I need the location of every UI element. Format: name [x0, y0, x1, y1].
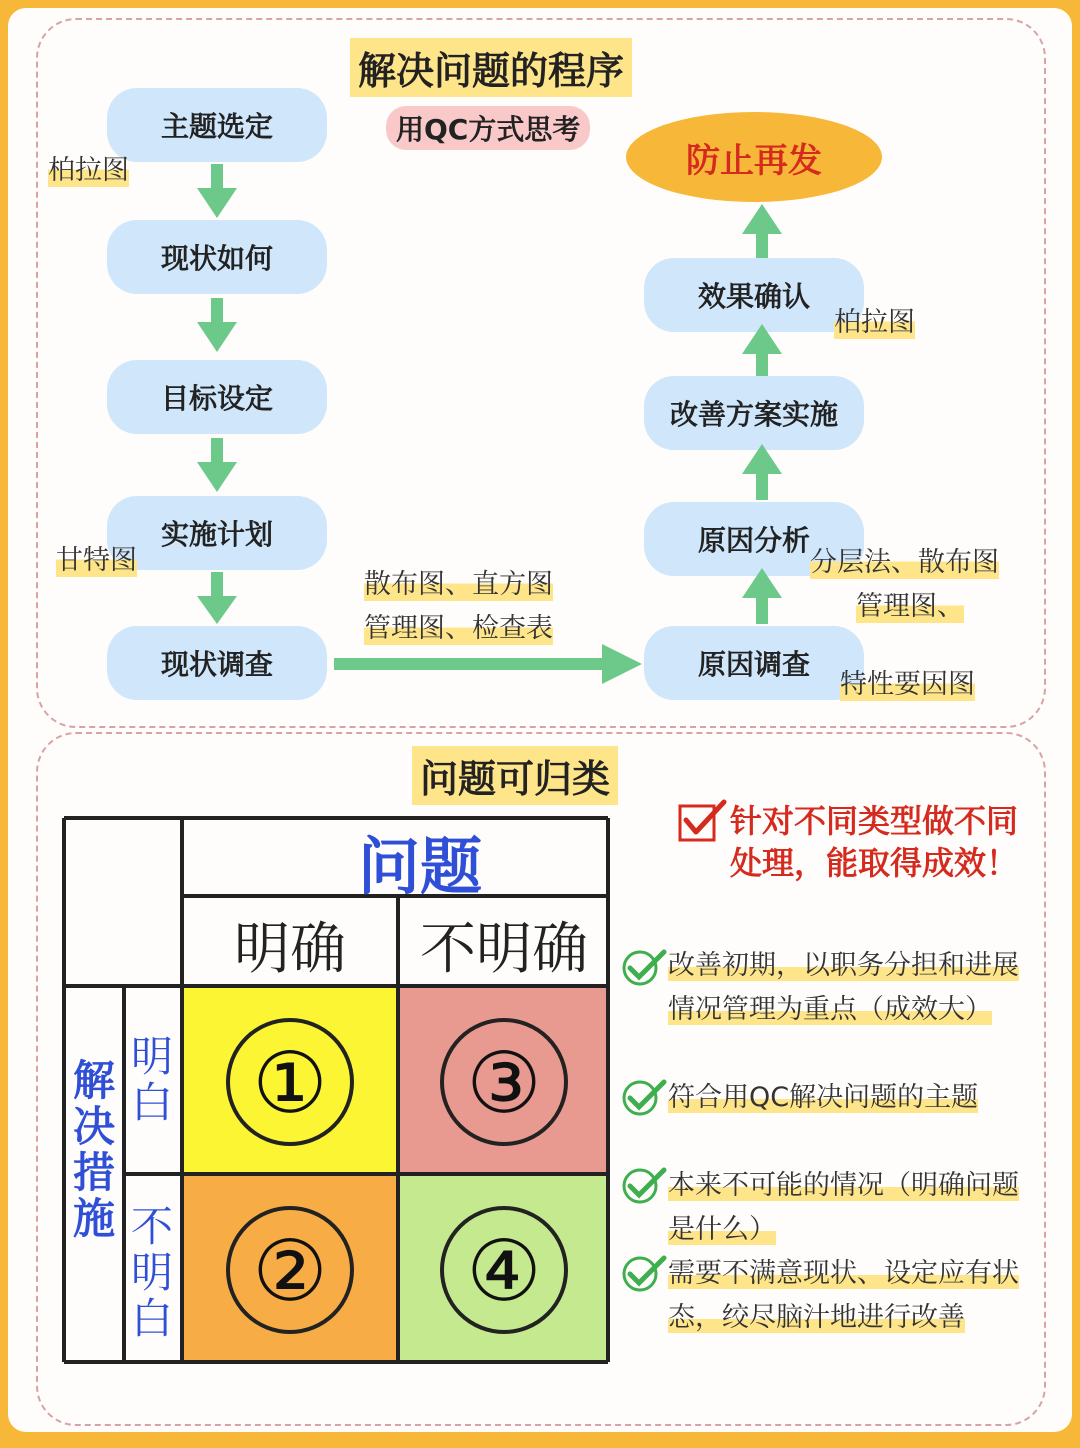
step-cause-survey: 原因调查	[644, 626, 864, 700]
arrow-up-4-shaft	[756, 232, 768, 258]
arrow-up-4-head	[742, 204, 782, 234]
step-improvement-implementation: 改善方案实施	[644, 376, 864, 450]
arrow-down-2	[211, 298, 223, 324]
matrix-row-unclear: 不明白	[130, 1202, 173, 1343]
infographic	[8, 8, 1072, 1432]
check-icon-4	[620, 1252, 670, 1294]
classification-title: 问题可归类	[412, 746, 618, 805]
arrow-down-2-head	[197, 322, 237, 352]
cell-1-label: ①	[252, 1034, 328, 1132]
matrix-problem-header: 问题	[357, 830, 483, 903]
step-effect-confirmation: 效果确认	[644, 258, 864, 332]
check-icon-1	[620, 946, 670, 988]
step-target-setting: 目标设定	[107, 360, 327, 434]
arrow-down-3	[211, 438, 223, 464]
key-point-text: 针对不同类型做不同处理，能取得成效！	[730, 802, 1019, 882]
arrow-right	[334, 658, 604, 670]
arrow-down-4	[211, 572, 223, 598]
note-4-text: 需要不满意现状、设定应有状态，绞尽脑汁地进行改善	[668, 1258, 1019, 1333]
matrix-row-header: 解决措施	[72, 1056, 115, 1243]
arrow-down-3-head	[197, 462, 237, 492]
step-implementation-plan: 实施计划	[107, 496, 327, 570]
arrow-down-1	[211, 164, 223, 190]
arrow-up-1-head	[742, 568, 782, 598]
step-current-state: 现状如何	[107, 220, 327, 294]
procedure-subtitle: 用QC方式思考	[386, 106, 590, 150]
tool-pareto-right: 柏拉图	[834, 300, 915, 339]
tool-fishbone: 特性要因图	[840, 662, 975, 701]
arrow-down-4-head	[197, 596, 237, 624]
step-current-survey: 现状调查	[107, 626, 327, 700]
note-1-text: 改善初期，以职务分担和进展情况管理为重点（成效大）	[668, 950, 1019, 1025]
arrow-up-1	[756, 596, 768, 624]
cell-2-label: ②	[252, 1222, 328, 1320]
note-2-text: 符合用QC解决问题的主题	[668, 1082, 979, 1113]
tool-gantt: 甘特图	[56, 538, 137, 577]
matrix-row-clear: 明白	[130, 1032, 173, 1127]
check-icon-3	[620, 1164, 670, 1206]
matrix-col-clear: 明确	[234, 917, 346, 982]
note-3	[668, 1164, 1028, 1252]
note-2	[668, 1076, 1028, 1120]
checkbox-icon	[676, 798, 730, 846]
tool-survey-line2: 管理图、检查表	[364, 606, 553, 645]
step-cause-analysis: 原因分析	[644, 502, 864, 576]
arrow-up-2-head	[742, 444, 782, 474]
note-3-text: 本来不可能的情况（明确问题是什么）	[668, 1170, 1019, 1245]
tool-pareto-left: 柏拉图	[48, 148, 129, 187]
note-1	[668, 944, 1028, 1032]
cell-4-label: ④	[466, 1222, 542, 1320]
tool-survey-line1: 散布图、直方图	[364, 562, 553, 601]
arrow-up-3-head	[742, 324, 782, 354]
note-4	[668, 1252, 1028, 1340]
tool-analysis-line2: 管理图、	[856, 584, 964, 623]
arrow-down-1-head	[197, 188, 237, 218]
procedure-title: 解决问题的程序	[350, 38, 632, 97]
arrow-up-2	[756, 472, 768, 500]
arrow-right-head	[602, 644, 642, 684]
arrow-up-4	[756, 352, 768, 376]
check-icon-2	[620, 1076, 670, 1118]
step-theme-selection: 主题选定	[107, 88, 327, 162]
goal-ellipse: 防止再发	[626, 112, 882, 202]
tool-analysis-line1: 分层法、散布图	[810, 540, 999, 579]
matrix-col-unclear: 不明确	[420, 917, 588, 982]
cell-3-label: ③	[466, 1034, 542, 1132]
